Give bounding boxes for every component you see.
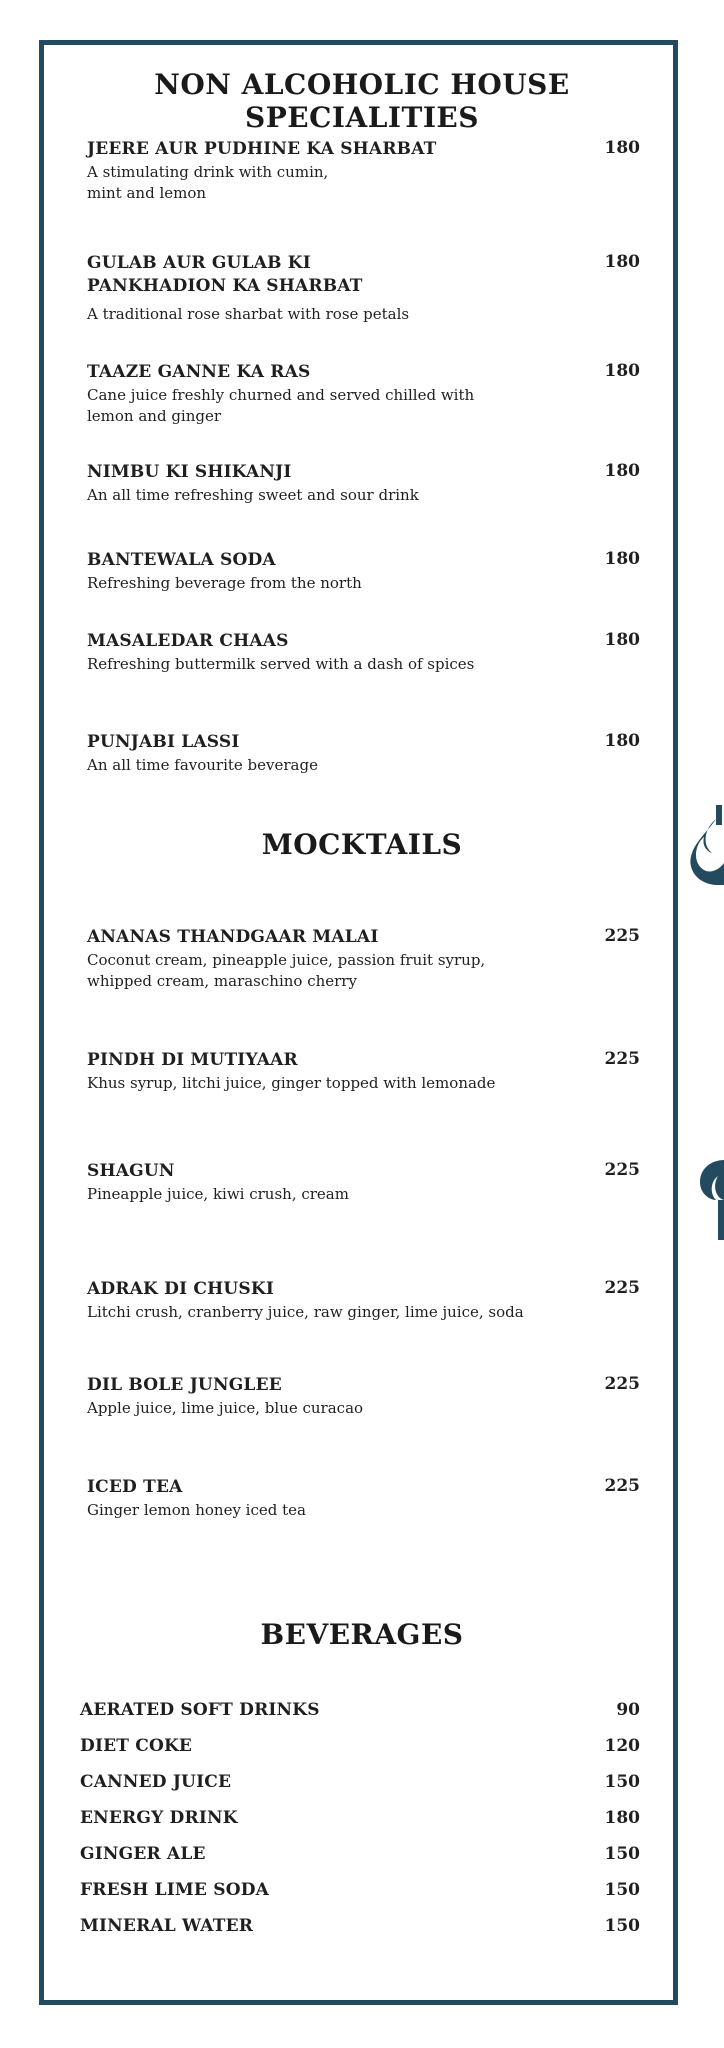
menu-item	[87, 1278, 640, 1323]
beverage-price: 90	[616, 1700, 640, 1720]
item-price: 180	[604, 630, 640, 650]
menu-item	[87, 138, 640, 204]
beverage-name: AERATED SOFT DRINKS	[80, 1700, 320, 1720]
item-name: SHAGUN	[87, 1161, 175, 1181]
item-price: 180	[604, 361, 640, 381]
beverage-name: GINGER ALE	[80, 1844, 206, 1864]
item-name: TAAZE GANNE KA RAS	[87, 362, 311, 382]
item-description: Pineapple juice, kiwi crush, cream	[87, 1185, 349, 1203]
item-name: ADRAK DI CHUSKI	[87, 1279, 274, 1299]
item-description: Refreshing beverage from the north	[87, 574, 362, 592]
beverage-row	[80, 1844, 640, 1868]
item-description: A traditional rose sharbat with rose petals	[87, 305, 410, 323]
beverage-name: ENERGY DRINK	[80, 1808, 238, 1828]
item-price: 180	[604, 138, 640, 158]
item-price: 180	[604, 549, 640, 569]
menu-item	[87, 1374, 640, 1419]
section-title-beverages: BEVERAGES	[260, 1618, 464, 1651]
item-name: MASALEDAR CHAAS	[87, 631, 289, 651]
beverage-price: 150	[604, 1880, 640, 1900]
item-description: Apple juice, lime juice, blue curacao	[87, 1399, 364, 1417]
item-name: NIMBU KI SHIKANJI	[87, 462, 292, 482]
item-price: 225	[604, 1476, 640, 1496]
menu-item	[87, 549, 640, 594]
item-description: An all time favourite beverage	[87, 756, 318, 774]
beverage-price: 180	[604, 1808, 640, 1828]
beverage-name: CANNED JUICE	[80, 1772, 232, 1792]
menu-item	[87, 361, 640, 427]
beverage-price: 150	[604, 1916, 640, 1936]
item-price: 180	[604, 461, 640, 481]
item-name: PUNJABI LASSI	[87, 732, 240, 752]
menu-item	[87, 630, 640, 675]
item-description: Coconut cream, pineapple juice, passion fruit syrup, whipped cream, maraschino cherry	[87, 951, 486, 990]
item-price: 225	[604, 926, 640, 946]
item-description: Litchi crush, cranberry juice, raw ginger, lime juice, soda	[87, 1303, 524, 1321]
item-description: Cane juice freshly churned and served chilled with lemon and ginger	[87, 386, 475, 425]
item-name: BANTEWALA SODA	[87, 550, 276, 570]
beverage-row	[80, 1916, 640, 1940]
flame-ornament-icon	[682, 1160, 724, 1240]
beverage-row	[80, 1736, 640, 1760]
item-name: ICED TEA	[87, 1477, 183, 1497]
menu-item	[87, 252, 640, 325]
item-description: Ginger lemon honey iced tea	[87, 1501, 306, 1519]
flame-ornament-icon	[682, 805, 724, 885]
item-name: GULAB AUR GULAB KI PANKHADION KA SHARBAT	[87, 253, 363, 296]
item-name: JEERE AUR PUDHINE KA SHARBAT	[87, 139, 437, 159]
beverage-row	[80, 1808, 640, 1832]
item-price: 180	[604, 731, 640, 751]
item-price: 225	[604, 1049, 640, 1069]
item-price: 180	[604, 252, 640, 272]
menu-item	[87, 1160, 640, 1205]
section-title-non-alcoholic: NON ALCOHOLIC HOUSE SPECIALITIES	[154, 68, 570, 134]
item-description: A stimulating drink with cumin, mint and lemon	[87, 163, 329, 202]
beverage-price: 150	[604, 1772, 640, 1792]
item-price: 225	[604, 1374, 640, 1394]
item-description: Refreshing buttermilk served with a dash of spices	[87, 655, 475, 673]
beverage-name: DIET COKE	[80, 1736, 193, 1756]
menu-item	[87, 461, 640, 506]
menu-item	[87, 926, 640, 992]
item-price: 225	[604, 1160, 640, 1180]
item-name: PINDH DI MUTIYAAR	[87, 1050, 298, 1070]
beverage-price: 120	[604, 1736, 640, 1756]
item-description: Khus syrup, litchi juice, ginger topped with lemonade	[87, 1074, 496, 1092]
beverage-row	[80, 1700, 640, 1724]
menu-item	[87, 1049, 640, 1094]
menu-item	[87, 731, 640, 776]
item-name: DIL BOLE JUNGLEE	[87, 1375, 282, 1395]
menu-item	[87, 1476, 640, 1521]
beverage-name: MINERAL WATER	[80, 1916, 254, 1936]
section-title-mocktails: MOCKTAILS	[261, 828, 463, 861]
item-name: ANANAS THANDGAAR MALAI	[87, 927, 379, 947]
item-description: An all time refreshing sweet and sour drink	[87, 486, 419, 504]
beverage-name: FRESH LIME SODA	[80, 1880, 270, 1900]
beverage-row	[80, 1880, 640, 1904]
item-price: 225	[604, 1278, 640, 1298]
beverage-price: 150	[604, 1844, 640, 1864]
beverage-row	[80, 1772, 640, 1796]
